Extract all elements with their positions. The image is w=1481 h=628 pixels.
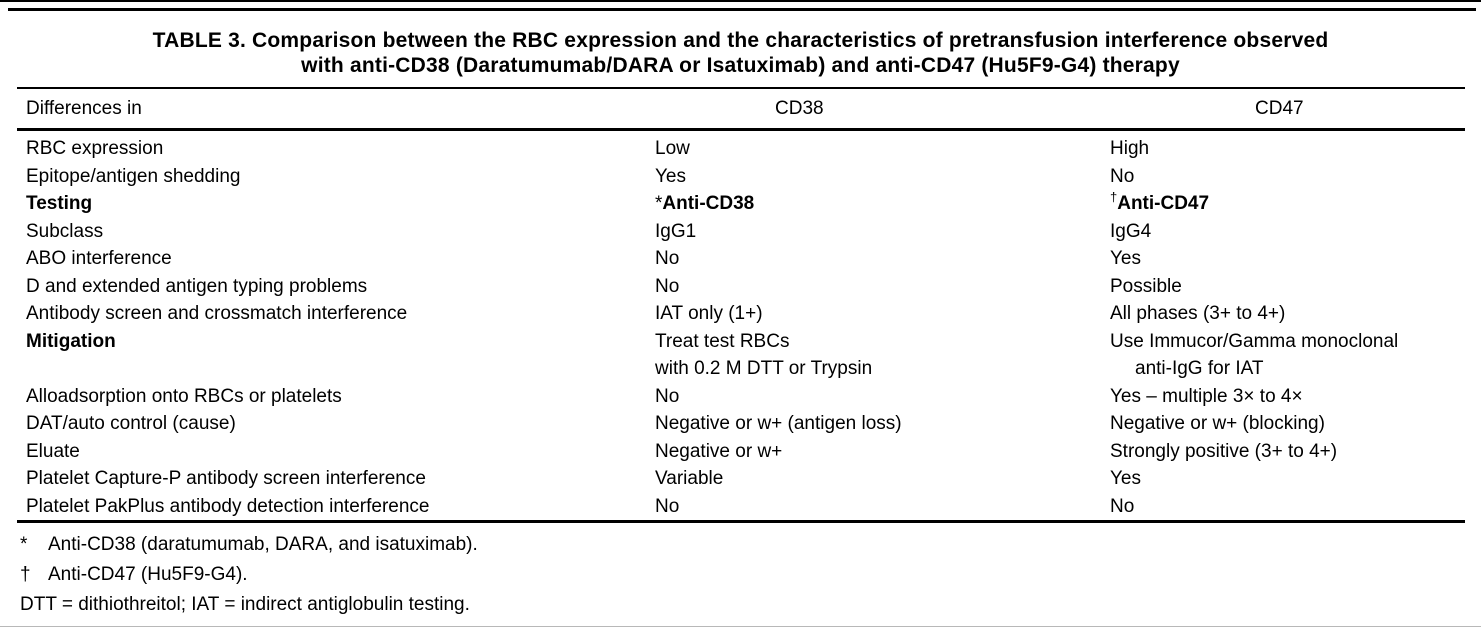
table-row-antibody-screen [17, 300, 1465, 328]
table-row-abo-interference [17, 245, 1465, 273]
cd47-cell: Yes [1110, 468, 1141, 489]
cd38-cell: IgG1 [655, 220, 697, 242]
cd47-cell: Yes – multiple 3× to 4× [1110, 385, 1303, 407]
cd47-cell: Possible [1110, 275, 1182, 297]
table-row-subclass [17, 218, 1465, 246]
table-row-mitigation [17, 328, 1465, 383]
cd38-cell: IAT only (1+) [655, 303, 763, 324]
asterisk-marker: * [655, 193, 663, 214]
dagger-marker: † [1110, 189, 1118, 205]
row-label: Antibody screen and crossmatch interference [26, 303, 408, 324]
footnote-abbreviations: DTT = dithiothreitol; IAT = indirect antiglobulin testing. [20, 594, 470, 615]
cd47-cell: Strongly positive (3+ to 4+) [1110, 440, 1338, 462]
table-header-row [17, 89, 1465, 128]
cd38-cell-line2: with 0.2 M DTT or Trypsin [655, 358, 873, 379]
cd47-cell: No [1110, 165, 1135, 187]
cd38-cell: No [655, 495, 680, 517]
cd38-cell: Low [655, 138, 690, 159]
table-title-line2: with anti-CD38 (Daratumumab/DARA or Isatuximab) and anti-CD47 (Hu5F9-G4) therapy [301, 54, 1180, 77]
row-label: Epitope/antigen shedding [26, 165, 241, 187]
cd47-cell: Negative or w+ (blocking) [1110, 413, 1325, 434]
row-label: Testing [26, 193, 93, 214]
cd38-cell-line1: Treat test RBCs [655, 330, 790, 352]
footnote-text: Anti-CD38 (daratumumab, DARA, and isatuximab). [48, 534, 478, 555]
table-row-eluate [17, 438, 1465, 466]
row-label: RBC expression [26, 138, 164, 159]
table-row-dat-auto-control [17, 410, 1465, 438]
table-row-testing [17, 190, 1465, 218]
cd47-cell-line2: anti-IgG for IAT [1135, 358, 1264, 379]
top-thin-rule [0, 0, 1481, 2]
row-label: Platelet Capture-P antibody screen interference [26, 468, 426, 489]
cd38-cell: Variable [655, 468, 724, 489]
row-label: Platelet PakPlus antibody detection interference [26, 495, 430, 517]
cd47-cell: All phases (3+ to 4+) [1110, 303, 1286, 324]
table-body [0, 131, 1481, 520]
cd47-cell-line1: Use Immucor/Gamma monoclonal [1110, 330, 1399, 352]
row-label: Eluate [26, 440, 80, 462]
table-title-line1: TABLE 3. Comparison between the RBC expression and the characteristics of pretransfusion interference observed [152, 29, 1329, 52]
table-row-d-antigen-typing [17, 273, 1465, 301]
table-row-pakplus [17, 493, 1465, 521]
cd47-cell [1110, 190, 1465, 218]
row-label: Subclass [26, 220, 104, 242]
cd38-cell [655, 328, 1110, 383]
table-row-epitope-shedding [17, 163, 1465, 191]
cd38-cell: Negative or w+ (antigen loss) [655, 413, 902, 434]
footnote-anti-cd38 [17, 530, 1465, 560]
asterisk-marker: * [20, 534, 28, 555]
column-header-cd47: CD47 [1255, 98, 1304, 119]
bottom-page-rule [0, 626, 1481, 627]
row-label: DAT/auto control (cause) [26, 413, 236, 434]
cd38-cell: No [655, 385, 680, 407]
table-row-alloadsorption [17, 383, 1465, 411]
table-row-rbc-expression [17, 135, 1465, 163]
footnote-text: Anti-CD47 (Hu5F9-G4). [48, 564, 248, 585]
cd47-cell: Yes [1110, 248, 1141, 269]
table-title [0, 28, 1481, 78]
row-label: D and extended antigen typing problems [26, 275, 368, 297]
cd38-cell-text: Anti-CD38 [662, 193, 755, 214]
cd38-cell: No [655, 248, 680, 269]
cd47-cell-text: Anti-CD47 [1117, 193, 1210, 214]
cd38-cell: No [655, 275, 680, 297]
cd47-cell: IgG4 [1110, 220, 1152, 242]
footnote-anti-cd47 [17, 560, 1465, 590]
cd38-cell: Negative or w+ [655, 440, 783, 462]
cd38-cell [655, 190, 1110, 218]
column-header-cd38: CD38 [775, 98, 824, 119]
cd47-cell: High [1110, 138, 1150, 159]
row-label: ABO interference [26, 248, 172, 269]
table-row-capture-p [17, 465, 1465, 493]
footnotes [17, 523, 1465, 620]
cd47-cell [1110, 328, 1465, 383]
column-header-differences-in: Differences in [26, 98, 142, 119]
dagger-marker: † [20, 564, 31, 585]
top-thick-rule [8, 8, 1476, 11]
cd38-cell: Yes [655, 165, 686, 187]
row-label: Mitigation [26, 330, 116, 352]
cd47-cell: No [1110, 495, 1135, 517]
row-label: Alloadsorption onto RBCs or platelets [26, 385, 342, 407]
